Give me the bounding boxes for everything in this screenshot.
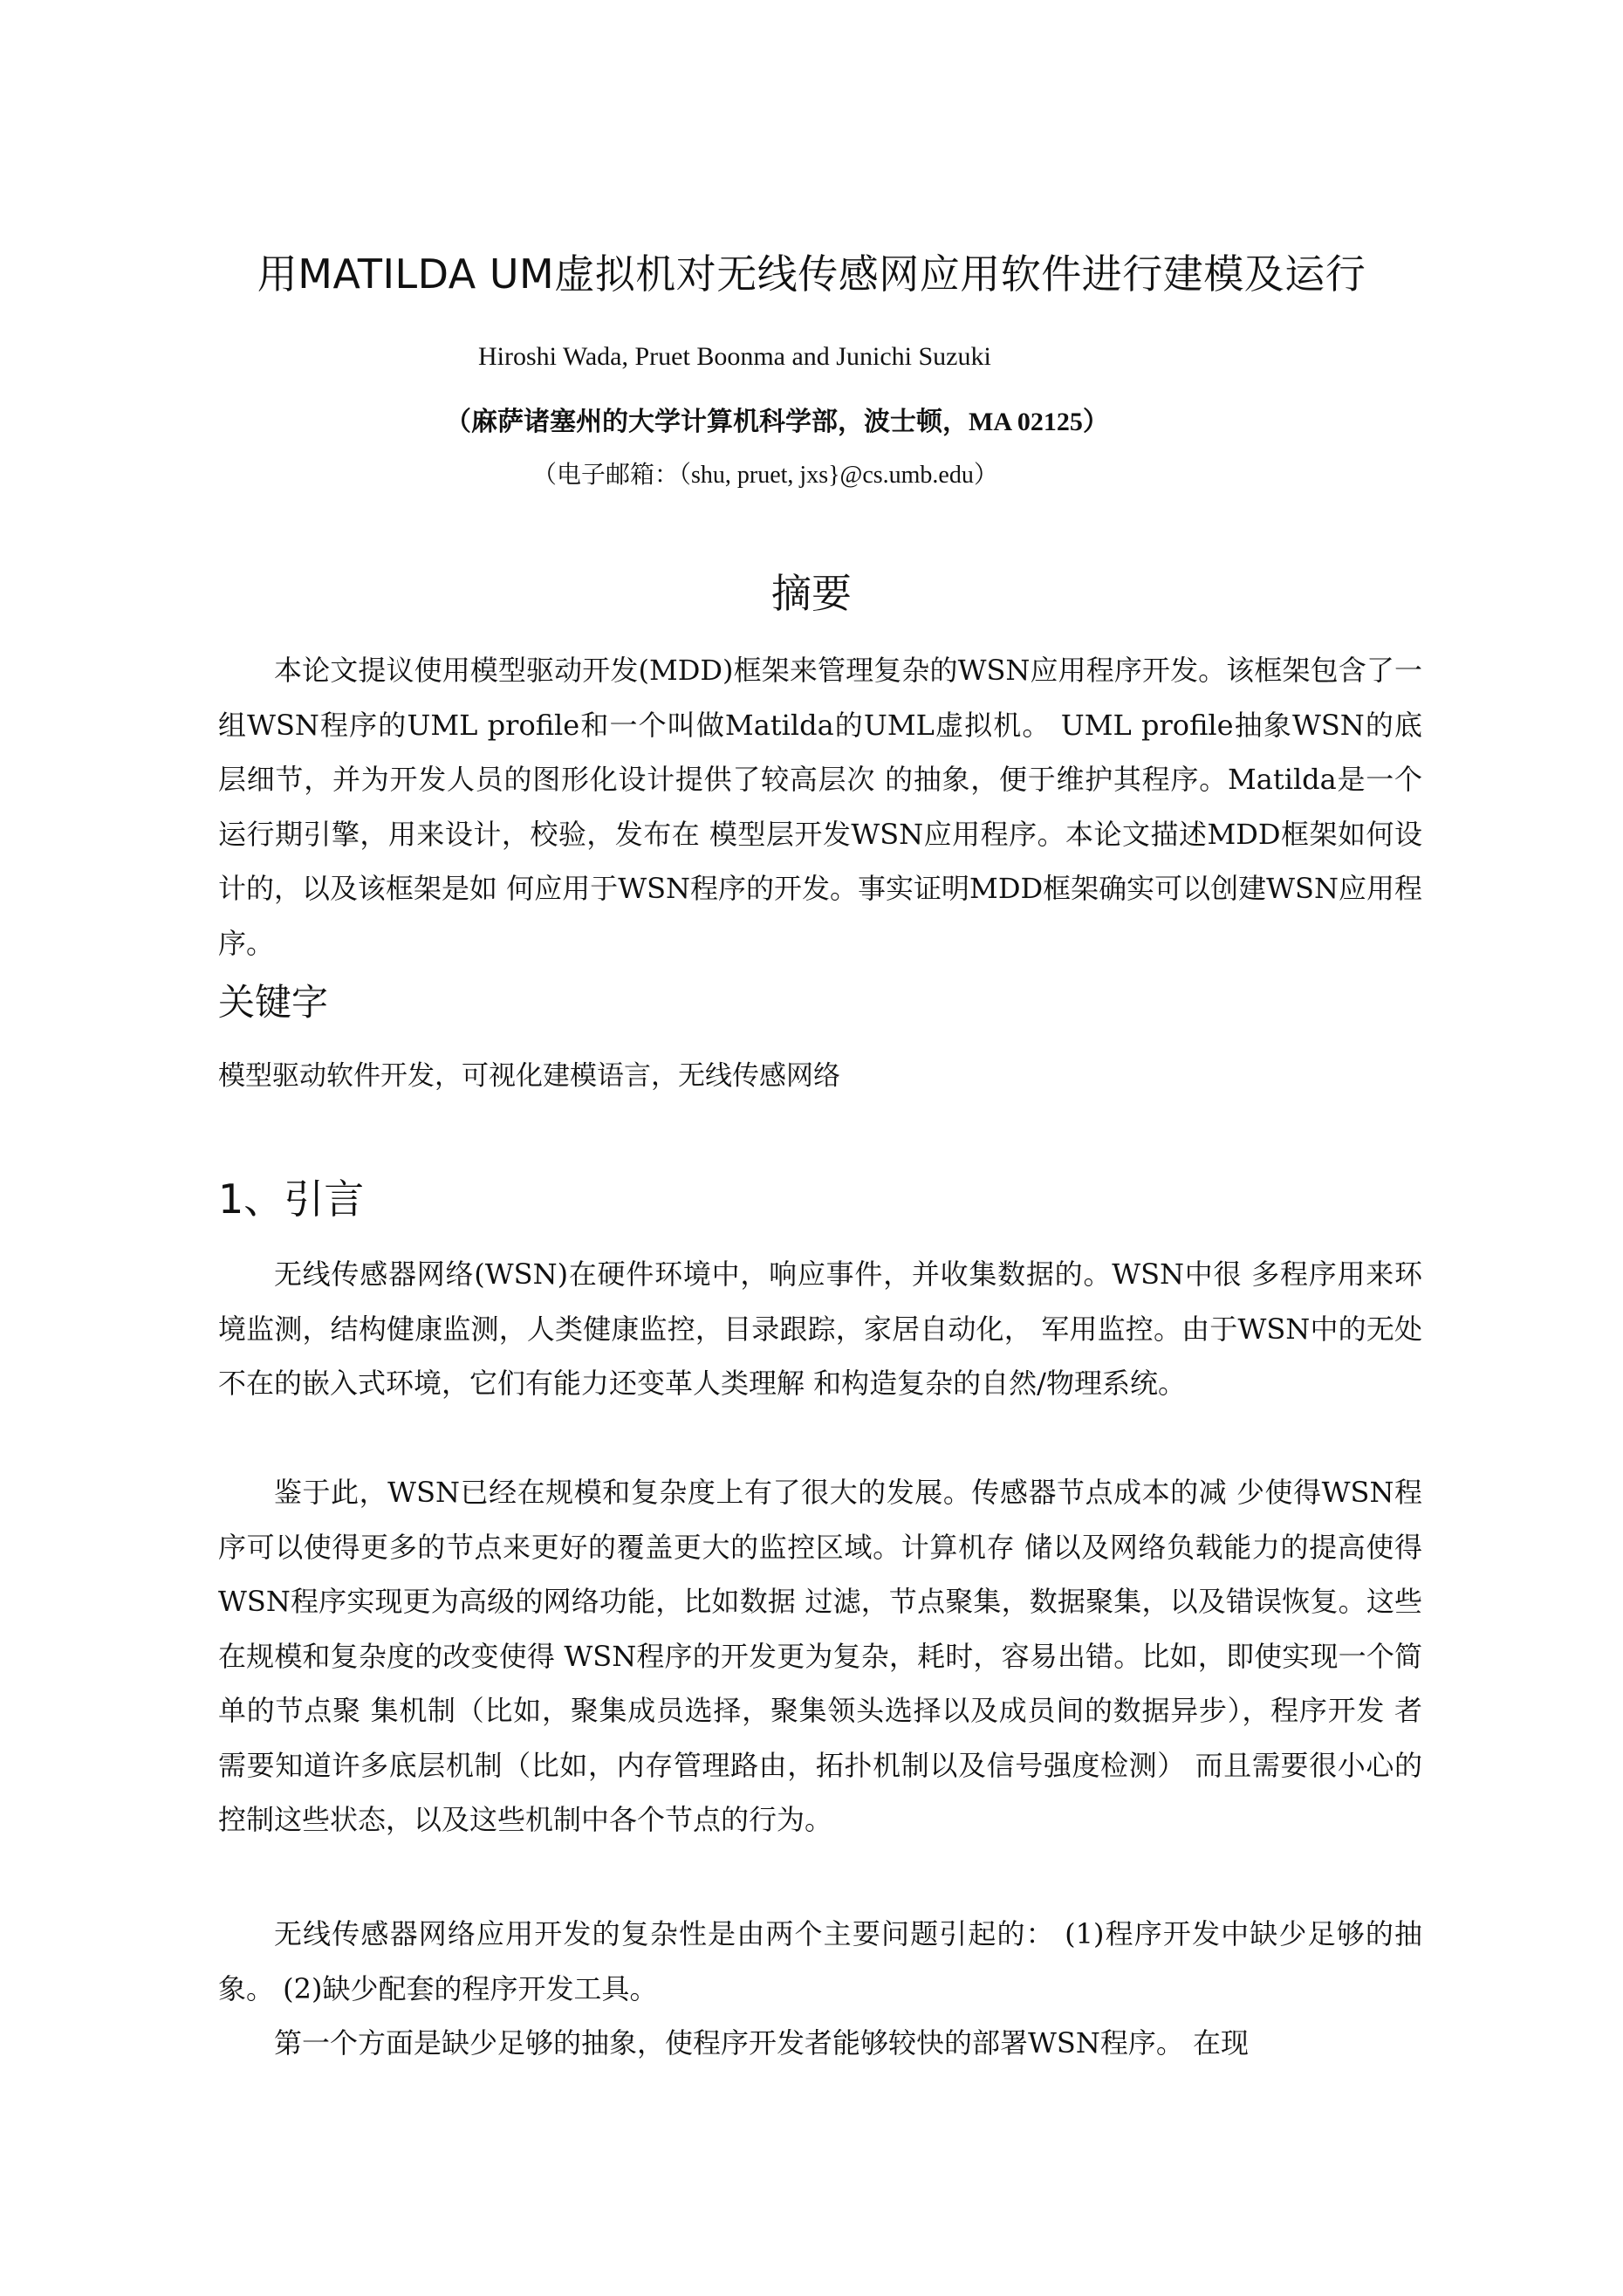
- author-affiliation: （麻萨诸塞州的大学计算机科学部，波士顿，MA 02125）: [445, 408, 1109, 436]
- paper-title: 用MATILDA UM虚拟机对无线传感网应用软件进行建模及运行: [257, 250, 1366, 298]
- author-email: （电子邮箱：（shu, pruet, jxs}@cs.umb.edu）: [532, 462, 998, 489]
- introduction-paragraph: 鉴于此，WSN已经在规模和复杂度上有了很大的发展。传感器节点成本的减 少使得WSN程序可以使得更多的节点来更好的覆盖更大的监控区域。计算机存 储以及网络负载能力的提高使得WSN程序实现更为高级的网络功能，比如数据 过滤，节点聚集，数据聚集，以及错误恢复。这些在规模和复杂度的改变使得 WSN程序的开发更为复杂，耗时，容易出错。比如，即使实现一个简单的节点聚 集机制（比如，聚集成员选择，聚集领头选择以及成员间的数据异步），程序开发 者需要知道许多底层机制（比如，内存管理路由，拓扑机制以及信号强度检测） 而且需要很小心的控制这些状态，以及这些机制中各个节点的行为。: [218, 1476, 1422, 1836]
- abstract-body: 本论文提议使用模型驱动开发(MDD)框架来管理复杂的WSN应用程序开发。该框架包含了一组WSN程序的UML profile和一个叫做Matilda的UML虚拟机。 UML profile抽象WSN的底层细节，并为开发人员的图形化设计提供了较高层次 的抽象，便于维护其程序。Matilda是一个运行期引擎，用来设计，校验，发布在 模型层开发WSN应用程序。本论文描述MDD框架如何设计的，以及该框架是如 何应用于WSN程序的开发。事实证明MDD框架确实可以创建WSN应用程序。: [218, 654, 1422, 960]
- keywords-heading: 关键字: [218, 981, 329, 1024]
- introduction-paragraph: 第一个方面是缺少足够的抽象，使程序开发者能够较快的部署WSN程序。 在现: [274, 2026, 1249, 2060]
- introduction-heading: 1、引言: [218, 1175, 365, 1223]
- keywords-body: 模型驱动软件开发，可视化建模语言，无线传感网络: [218, 1060, 840, 1092]
- author-list: Hiroshi Wada, Pruet Boonma and Junichi Suzuki: [478, 342, 991, 371]
- introduction-paragraph: 无线传感器网络应用开发的复杂性是由两个主要问题引起的： (1)程序开发中缺少足够的抽象。 (2)缺少配套的程序开发工具。: [218, 1917, 1422, 2005]
- abstract-heading: 摘要: [771, 570, 852, 617]
- introduction-paragraph: 无线传感器网络(WSN)在硬件环境中，响应事件，并收集数据的。WSN中很 多程序用来环境监测，结构健康监测，人类健康监控，目录跟踪，家居自动化， 军用监控。由于WSN中的无处不在的嵌入式环境，它们有能力还变革人类理解 和构造复杂的自然/物理系统。: [218, 1258, 1422, 1400]
